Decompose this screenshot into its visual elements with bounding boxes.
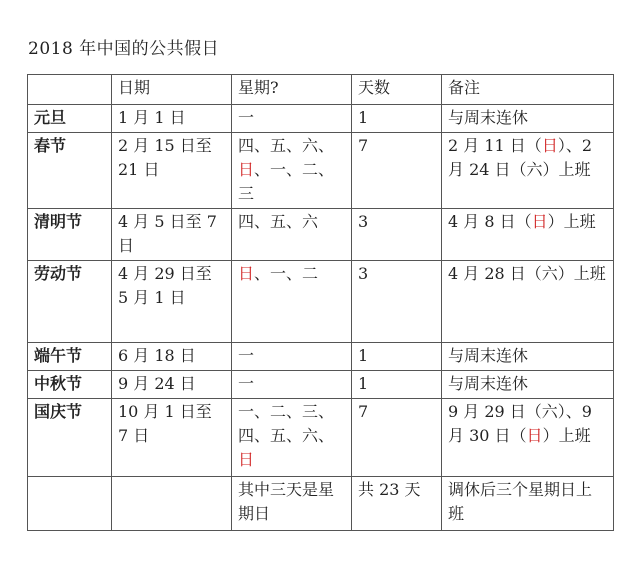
weekday-cell bbox=[232, 477, 352, 531]
holiday-name-cell: 劳动节 bbox=[28, 261, 112, 343]
weekday-text: 日 bbox=[238, 160, 255, 179]
weekday-text: 一 bbox=[238, 346, 255, 365]
weekday-text: 一 bbox=[238, 108, 255, 127]
days-cell: 3 bbox=[352, 209, 442, 261]
note-text: 2 月 11 日（ bbox=[448, 136, 542, 155]
table-row bbox=[28, 209, 614, 261]
note-text: ）、2 月 24 日（六）上班 bbox=[448, 136, 593, 179]
holiday-name-cell: 中秋节 bbox=[28, 371, 112, 399]
note-text: 与周末连休 bbox=[448, 374, 529, 393]
date-cell: 4 月 29 日至 5 月 1 日 bbox=[112, 261, 232, 343]
weekday-cell bbox=[232, 399, 352, 477]
note-text: 4 月 8 日（ bbox=[448, 212, 532, 231]
weekday-cell bbox=[232, 133, 352, 209]
days-cell: 1 bbox=[352, 371, 442, 399]
note-text: ）上班 bbox=[547, 212, 596, 231]
weekday-cell bbox=[232, 371, 352, 399]
table-row bbox=[28, 343, 614, 371]
page-title: 2018 年中国的公共假日 bbox=[28, 39, 220, 59]
weekday-text: 日 bbox=[238, 264, 255, 283]
note-text: 与周末连休 bbox=[448, 108, 529, 127]
note-text: 日 bbox=[541, 136, 558, 155]
table-row bbox=[28, 105, 614, 133]
weekday-text: 四、五、六、 bbox=[238, 136, 335, 155]
weekday-text: 其中三天是星期日 bbox=[238, 480, 335, 523]
holiday-name-cell: 清明节 bbox=[28, 209, 112, 261]
note-text: 调休后三个星期日上班 bbox=[448, 480, 593, 523]
header-cell-note: 备注 bbox=[442, 75, 614, 105]
header-cell-date: 日期 bbox=[112, 75, 232, 105]
days-cell: 共 23 天 bbox=[352, 477, 442, 531]
table-row bbox=[28, 371, 614, 399]
note-cell bbox=[442, 261, 614, 343]
days-cell: 7 bbox=[352, 133, 442, 209]
holiday-name-cell: 国庆节 bbox=[28, 399, 112, 477]
note-cell bbox=[442, 399, 614, 477]
weekday-cell bbox=[232, 209, 352, 261]
weekday-text: 、一、二、三 bbox=[238, 160, 335, 203]
date-cell: 4 月 5 日至 7 日 bbox=[112, 209, 232, 261]
days-cell: 1 bbox=[352, 343, 442, 371]
holiday-name-cell: 元旦 bbox=[28, 105, 112, 133]
table-header-row bbox=[28, 75, 614, 105]
note-text: 9 月 29 日（六）、9 月 30 日（ bbox=[448, 402, 592, 445]
date-cell bbox=[112, 477, 232, 531]
date-cell: 6 月 18 日 bbox=[112, 343, 232, 371]
date-cell: 1 月 1 日 bbox=[112, 105, 232, 133]
weekday-cell bbox=[232, 343, 352, 371]
table-row bbox=[28, 399, 614, 477]
note-text: 日 bbox=[526, 426, 543, 445]
date-cell: 9 月 24 日 bbox=[112, 371, 232, 399]
table-row bbox=[28, 261, 614, 343]
header-cell-holiday bbox=[28, 75, 112, 105]
note-cell bbox=[442, 209, 614, 261]
holiday-name-cell bbox=[28, 477, 112, 531]
date-cell: 10 月 1 日至 7 日 bbox=[112, 399, 232, 477]
date-cell: 2 月 15 日至 21 日 bbox=[112, 133, 232, 209]
weekday-cell bbox=[232, 261, 352, 343]
weekday-text: 日 bbox=[238, 450, 255, 469]
note-text: 与周末连休 bbox=[448, 346, 529, 365]
table-row bbox=[28, 477, 614, 531]
note-cell bbox=[442, 105, 614, 133]
weekday-text: 、一、二 bbox=[254, 264, 319, 283]
table-row bbox=[28, 133, 614, 209]
holiday-name-cell: 端午节 bbox=[28, 343, 112, 371]
header-cell-weekday: 星期? bbox=[232, 75, 352, 105]
note-cell bbox=[442, 371, 614, 399]
header-cell-days: 天数 bbox=[352, 75, 442, 105]
note-cell bbox=[442, 133, 614, 209]
weekday-cell bbox=[232, 105, 352, 133]
days-cell: 7 bbox=[352, 399, 442, 477]
note-text: ）上班 bbox=[542, 426, 591, 445]
holiday-table bbox=[27, 74, 614, 531]
note-text: 4 月 28 日（六）上班 bbox=[448, 264, 606, 283]
holiday-name-cell: 春节 bbox=[28, 133, 112, 209]
note-text: 日 bbox=[531, 212, 548, 231]
weekday-text: 一 bbox=[238, 374, 255, 393]
days-cell: 1 bbox=[352, 105, 442, 133]
note-cell bbox=[442, 477, 614, 531]
weekday-text: 一、二、三、四、五、六、 bbox=[238, 402, 335, 445]
weekday-text: 四、五、六 bbox=[238, 212, 319, 231]
note-cell bbox=[442, 343, 614, 371]
days-cell: 3 bbox=[352, 261, 442, 343]
